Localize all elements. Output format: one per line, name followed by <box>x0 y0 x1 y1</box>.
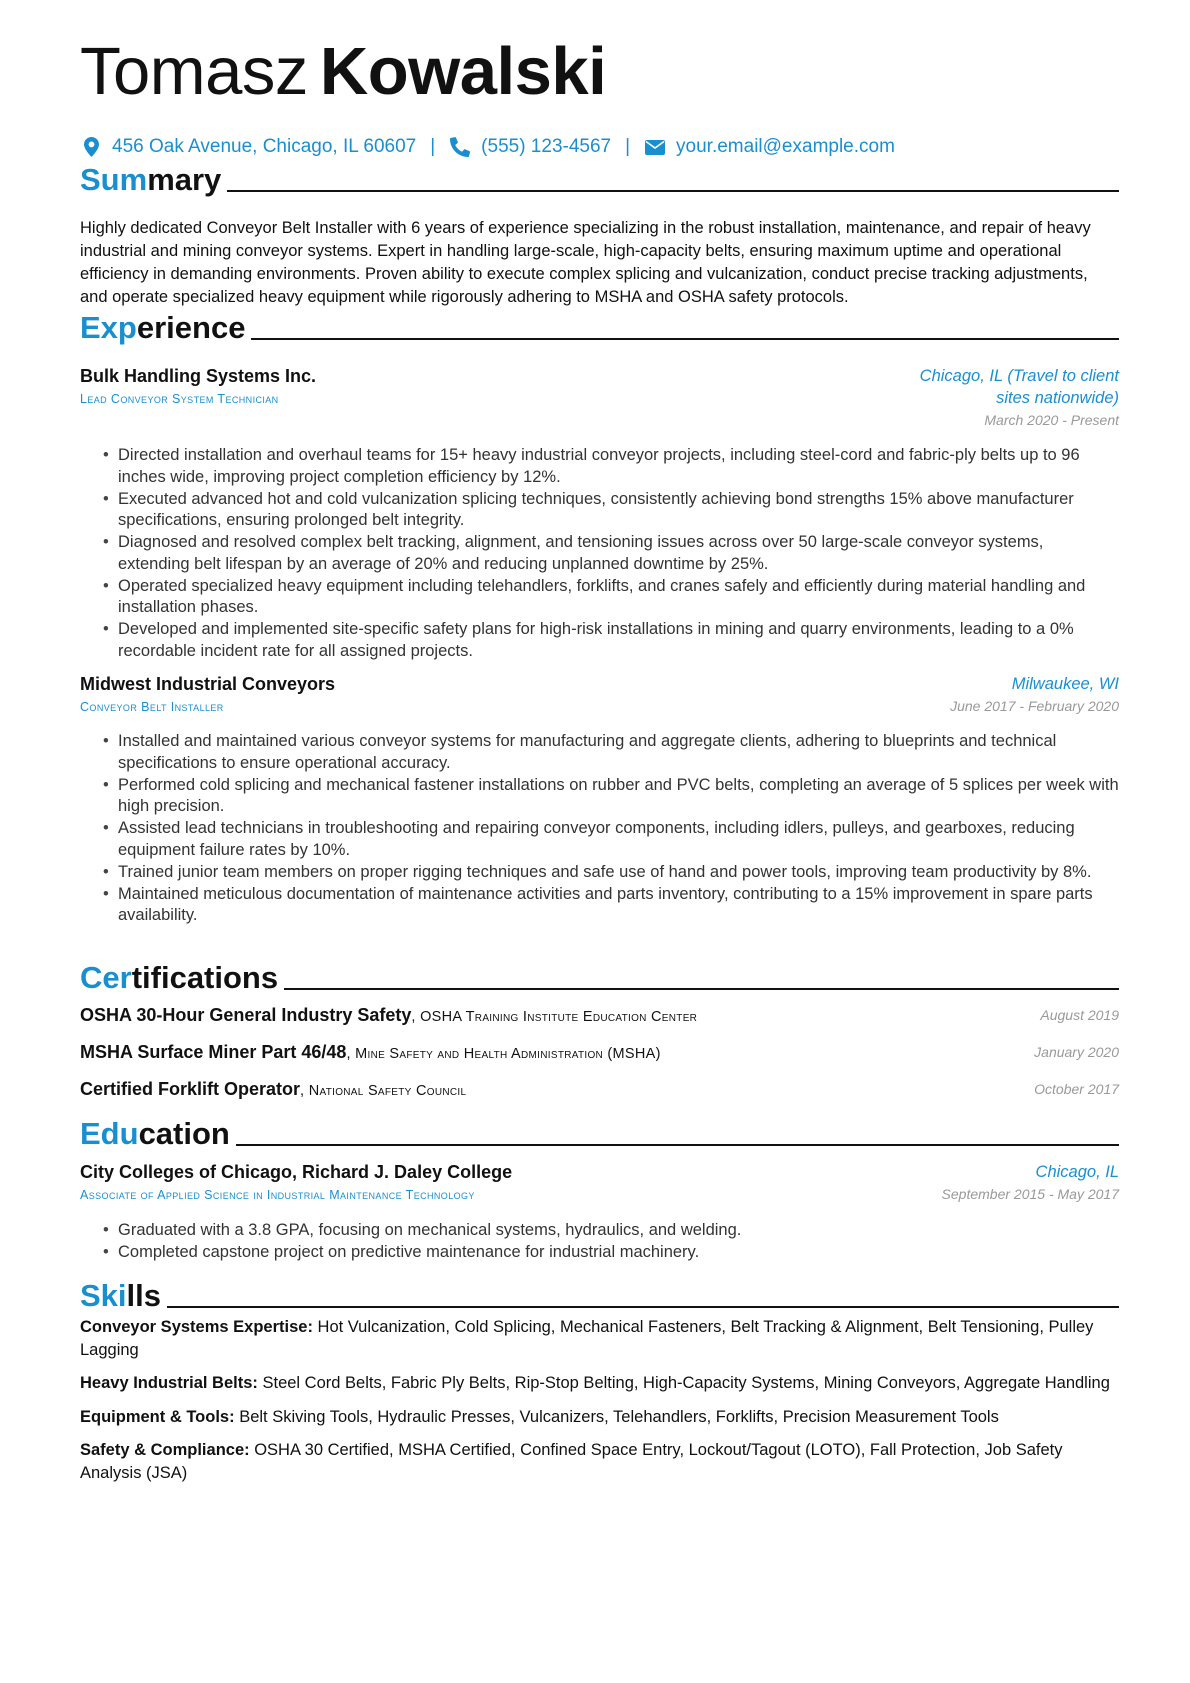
education-dates: September 2015 - May 2017 <box>941 1186 1119 1202</box>
certification-row: MSHA Surface Miner Part 46/48, Mine Safety and Health Administration (MSHA) January 2020 <box>80 1042 1119 1062</box>
list-item: • Graduated with a 3.8 GPA, focusing on mechanical systems, hydraulics, and welding. <box>103 1220 1119 1242</box>
job-bullets <box>103 731 1119 927</box>
list-item: • Assisted lead technicians in troubleshooting and repairing conveyor components, including idlers, pulleys, and gearboxes, reducing equipment failure rates by 10%. <box>103 818 1119 861</box>
list-item: • Performed cold splicing and mechanical fastener installations on rubber and PVC belts, completing an average of 5 splices per week with high precision. <box>103 775 1119 818</box>
job-header <box>80 673 1119 716</box>
section-rule <box>167 1306 1119 1308</box>
skill-label: Heavy Industrial Belts: <box>80 1374 258 1392</box>
job-dates: March 2020 - Present <box>984 412 1119 428</box>
skill-value: Steel Cord Belts, Fabric Ply Belts, Rip-Stop Belting, High-Capacity Systems, Mining Conveyors, Aggregate Handling <box>262 1374 1110 1392</box>
contact-separator: | <box>430 136 436 157</box>
section-rule <box>251 338 1119 340</box>
section-rule <box>236 1144 1119 1146</box>
job-title: Conveyor Belt Installer <box>80 700 224 714</box>
certification-name: OSHA 30-Hour General Industry Safety <box>80 1005 412 1025</box>
list-item: • Trained junior team members on proper rigging techniques and safe use of hand and power tools, improving team productivity by 8%. <box>103 862 1119 884</box>
education-header <box>80 1161 1119 1204</box>
candidate-name <box>80 34 607 109</box>
section-rule <box>284 988 1119 990</box>
list-item: • Developed and implemented site-specific safety plans for high-risk installations in mining and quarry environments, leading to a 0% recordable incident rate for all assigned projects. <box>103 619 1119 662</box>
address-text: 456 Oak Avenue, Chicago, IL 60607 <box>112 136 417 157</box>
skills-heading: Skills <box>80 1271 1119 1311</box>
certification-date: January 2020 <box>1034 1044 1119 1060</box>
job-dates: June 2017 - February 2020 <box>950 698 1119 714</box>
list-item: • Installed and maintained various conveyor systems for manufacturing and aggregate clients, adhering to blueprints and technical specifications to ensure operational accuracy. <box>103 731 1119 774</box>
first-name: Tomasz <box>80 34 308 109</box>
skill-label: Conveyor Systems Expertise: <box>80 1318 313 1336</box>
certification-issuer: National Safety Council <box>308 1083 467 1099</box>
company-name: Midwest Industrial Conveyors <box>80 674 336 694</box>
list-item: • Maintained meticulous documentation of maintenance activities and parts inventory, contributing to a 15% improvement in spare parts availability. <box>103 884 1119 927</box>
education-heading: Education <box>80 1109 1119 1149</box>
skill-row <box>80 1406 1119 1429</box>
skill-value: Belt Skiving Tools, Hydraulic Presses, Vulcanizers, Telehandlers, Forklifts, Precision Measurement Tools <box>239 1408 999 1426</box>
school-location: Chicago, IL <box>1035 1163 1119 1181</box>
certification-row: OSHA 30-Hour General Industry Safety, OSHA Training Institute Education Center August 2019 <box>80 1005 1119 1025</box>
email-text: your.email@example.com <box>676 136 895 157</box>
certification-date: August 2019 <box>1040 1007 1119 1023</box>
certification-name: Certified Forklift Operator <box>80 1079 301 1099</box>
section-rule <box>227 190 1119 192</box>
job-header <box>80 365 1119 428</box>
company-name: Bulk Handling Systems Inc. <box>80 366 317 386</box>
summary-text: Highly dedicated Conveyor Belt Installer with 6 years of experience specializing in the robust installation, maintenance, and repair of heavy industrial and mining conveyor systems. Expert in handling large-scale, high-capacity belts, ensuring maximum uptime and operational efficiency in demanding environments. Proven ability to execute complex splicing and vulcanization, conduct precise tracking adjustments, and operate specialized heavy equipment while rigorously adhering to MSHA and OSHA safety protocols. <box>80 219 1091 306</box>
list-item: • Operated specialized heavy equipment including telehandlers, forklifts, and cranes safely and efficiently during material handling and installation phases. <box>103 576 1119 619</box>
job-title: Lead Conveyor System Technician <box>80 392 279 406</box>
skill-value: Hot Vulcanization, Cold Splicing, Mechanical Fasteners, Belt Tracking & Alignment, Belt Tensioning, Pulley Lagging <box>80 1318 1094 1359</box>
job-location: sites nationwide) <box>996 389 1119 407</box>
certification-row: Certified Forklift Operator, National Safety Council October 2017 <box>80 1079 1119 1099</box>
skill-label: Equipment & Tools: <box>80 1408 235 1426</box>
job-bullets <box>103 445 1119 663</box>
list-item: • Executed advanced hot and cold vulcanization splicing techniques, consistently achieving bond strengths 15% above manufacturer specifications, ensuring prolonged belt integrity. <box>103 489 1119 532</box>
list-item: • Directed installation and overhaul teams for 15+ heavy industrial conveyor projects, including steel-cord and fabric-ply belts up to 96 inches wide, improving project completion efficiency by 12%. <box>103 445 1119 488</box>
skill-label: Safety & Compliance: <box>80 1441 250 1459</box>
list-item: • Completed capstone project on predictive maintenance for industrial machinery. <box>103 1242 1119 1264</box>
skill-value: OSHA 30 Certified, MSHA Certified, Confined Space Entry, Lockout/Tagout (LOTO), Fall Protection, Job Safety Analysis (JSA) <box>80 1441 1063 1482</box>
job-location: Milwaukee, WI <box>1011 675 1119 693</box>
certification-date: October 2017 <box>1034 1081 1119 1097</box>
last-name: Kowalski <box>319 34 607 109</box>
school-name: City Colleges of Chicago, Richard J. Daley College <box>80 1162 513 1182</box>
list-item: • Diagnosed and resolved complex belt tracking, alignment, and tensioning issues across over 50 large-scale conveyor systems, extending belt lifespan by an average of 20% and reducing unplanned downtime by 25%. <box>103 532 1119 575</box>
skill-row <box>80 1372 1119 1395</box>
certification-issuer: OSHA Training Institute Education Center <box>420 1009 698 1025</box>
summary-heading: Summary <box>80 155 1119 195</box>
phone-text: (555) 123-4567 <box>481 136 612 157</box>
certification-name: MSHA Surface Miner Part 46/48 <box>80 1042 347 1062</box>
job-location: Chicago, IL (Travel to client <box>919 367 1119 385</box>
education-bullets <box>103 1220 1119 1264</box>
degree-name: Associate of Applied Science in Industrial Maintenance Technology <box>80 1188 475 1202</box>
skill-row <box>80 1439 1119 1485</box>
experience-heading: Experience <box>80 303 1119 343</box>
skill-row <box>80 1316 1119 1362</box>
contact-separator: | <box>625 136 631 157</box>
certifications-heading: Certifications <box>80 953 1119 993</box>
certification-issuer: Mine Safety and Health Administration (MSHA) <box>355 1046 661 1062</box>
